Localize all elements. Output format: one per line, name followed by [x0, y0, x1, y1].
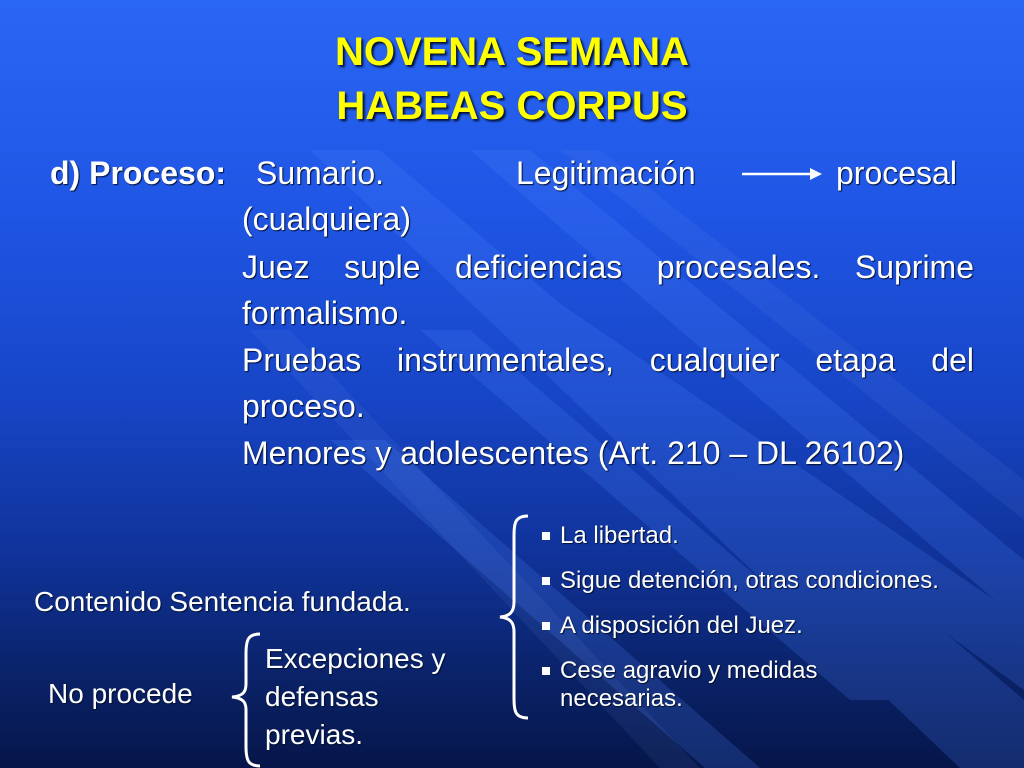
list-item: A disposición del Juez. — [540, 612, 1020, 640]
bullet-square-icon — [542, 532, 550, 540]
slide-title-line2: HABEAS CORPUS — [336, 84, 688, 128]
legitimacion-text: Legitimación — [516, 155, 696, 191]
bullet-square-icon — [542, 577, 550, 585]
cualquiera-text: (cualquiera) — [242, 201, 411, 237]
sentencia-items-list — [540, 522, 1020, 730]
proceso-item-pruebas: Pruebas instrumentales, cualquier etapa del proceso. — [242, 342, 974, 424]
proceso-item-juez: Juez suple deficiencias procesales. Suprime formalismo. — [242, 249, 974, 331]
procesal-text: procesal — [836, 155, 957, 191]
proceso-item-menores: Menores y adolescentes (Art. 210 – DL 26102) — [242, 435, 905, 471]
list-item: La libertad. — [540, 522, 1020, 550]
contenido-sentencia-text: Contenido Sentencia fundada. — [34, 586, 411, 617]
bullet-square-icon — [542, 667, 550, 675]
list-item: Sigue detención, otras condiciones. — [540, 567, 1020, 595]
arrow-right-icon — [740, 166, 824, 182]
excepciones-text: Excepciones y defensas previas. — [265, 643, 446, 750]
slide-title-line1: NOVENA SEMANA — [334, 30, 690, 74]
right-curly-brace-icon — [496, 512, 532, 722]
proceso-label: d) Proceso: — [50, 155, 227, 191]
no-procede-label: No procede — [48, 678, 193, 709]
left-curly-brace-icon — [226, 630, 266, 768]
list-item: Cese agravio y medidas necesarias. — [540, 657, 890, 713]
sumario-text: Sumario. — [256, 155, 385, 191]
bullet-square-icon — [542, 622, 550, 630]
